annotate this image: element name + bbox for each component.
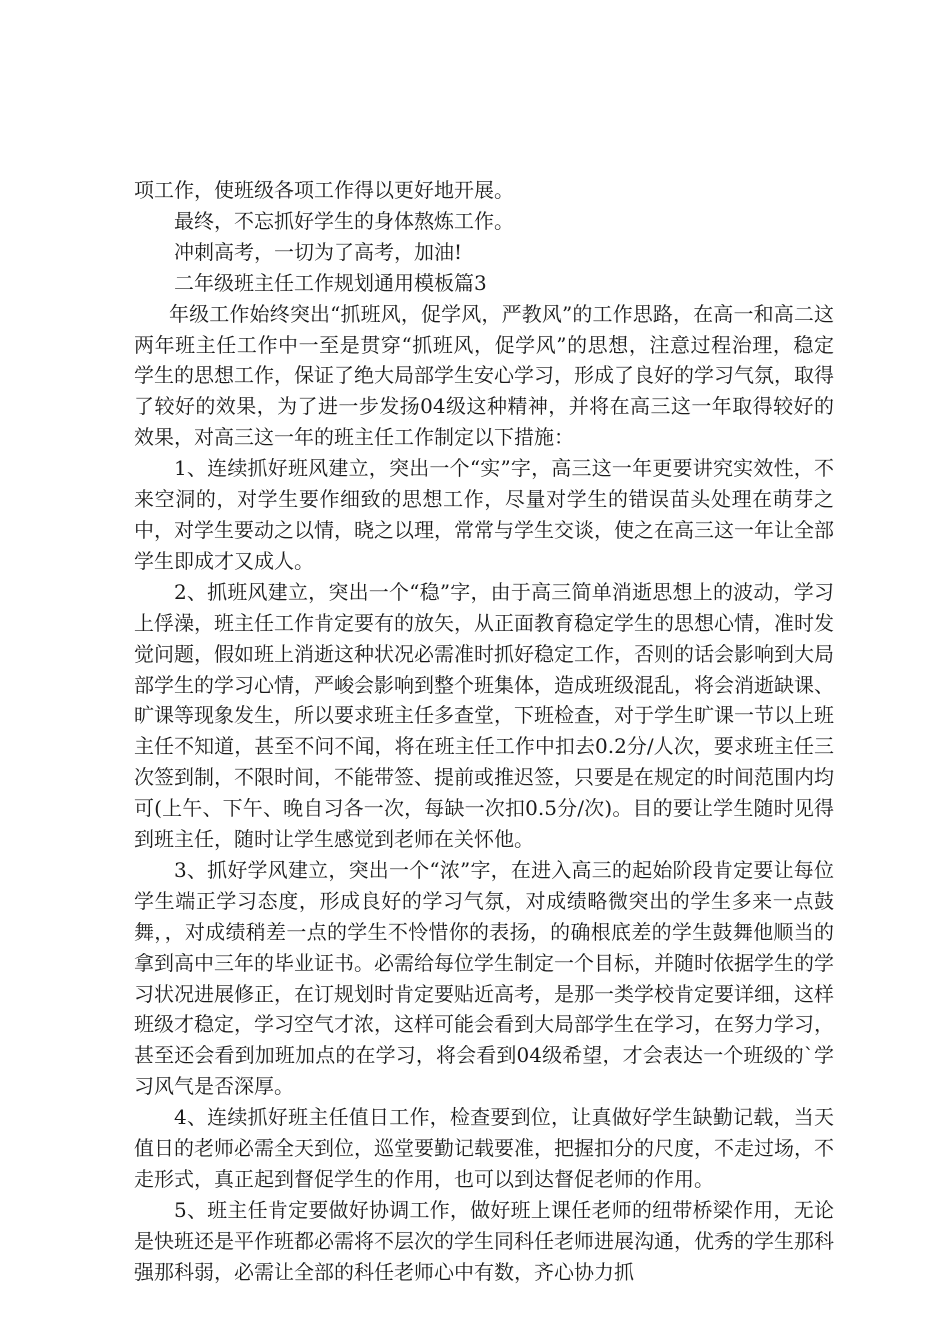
- paragraph-intro: 年级工作始终突出“抓班风，促学风，严教风”的工作思路，在高一和高二这两年班主任工作中一至是贯穿“抓班风，促学风”的思想，注意过程治理，稳定学生的思想工作，保证了绝大局部学生安心学习，形成了良好的学习气氛，取得了较好的效果，为了进一步发扬04级这种精神，并将在高三这一年取得较好的效果，对高三这一年的班主任工作制定以下措施：: [134, 301, 834, 450]
- paragraph-item-2: 2、抓班风建立，突出一个“稳”字，由于高三简单消逝思想上的波动，学习上俘澡，班主任工作肯定要有的放矢，从正面教育稳定学生的思想心情，准时发觉问题，假如班上消逝这种状况必需准时抓好稳定工作，否则的话会影响到大局部学生的学习心情，严峻会影响到整个班集体，造成班级混乱，将会消逝缺课、旷课等现象发生，所以要求班主任多查堂，下班检查，对于学生旷课一节以上班主任不知道，甚至不问不闻，将在班主任工作中扣去0.2分/人次，要求班主任三次签到制，不限时间，不能带签、提前或推迟签，只要是在规定的时间范围内均可(上午、下午、晚自习各一次，每缺一次扣0.5分/次)。目的要让学生随时见得到班主任，随时让学生感觉到老师在关怀他。: [134, 579, 834, 852]
- paragraph-slogan: 冲刺高考，一切为了高考，加油!: [174, 239, 463, 264]
- document-body: [134, 175, 834, 1288]
- paragraph-physical-training: 最终，不忘抓好学生的身体熬炼工作。: [174, 208, 514, 233]
- paragraph-item-5: 5、班主任肯定要做好协调工作，做好班上课任老师的纽带桥梁作用，无论是快班还是平作班都必需将不层次的学生同科任老师进展沟通，优秀的学生那科强那科弱，必需让全部的科任老师心中有数，齐心协力抓: [134, 1197, 834, 1284]
- paragraph-item-1: 1、连续抓好班风建立，突出一个“实”字，高三这一年更要讲究实效性，不来空洞的，对学生要作细致的思想工作，尽量对学生的错误苗头处理在萌芽之中，对学生要动之以情，晓之以理，常常与学生交谈，使之在高三这一年让全部学生即成才又成人。: [134, 456, 834, 573]
- section-heading: 二年级班主任工作规划通用模板篇3: [174, 270, 487, 295]
- paragraph-item-4: 4、连续抓好班主任值日工作，检查要到位，让真做好学生缺勤记载，当天值日的老师必需全天到位，巡堂要勤记载要准，把握扣分的尺度，不走过场，不走形式，真正起到督促学生的作用，也可以到达督促老师的作用。: [134, 1105, 834, 1191]
- paragraph-continuation: 项工作，使班级各项工作得以更好地开展。: [134, 178, 514, 202]
- paragraph-item-3: 3、抓好学风建立，突出一个“浓”字，在进入高三的起始阶段肯定要让每位学生端正学习态度，形成良好的学习气氛，对成绩略微突出的学生多来一点鼓舞，，对成绩稍差一点的学生不怜惜你的表扬，的确根底差的学生鼓舞他顺当的拿到高中三年的毕业证书。必需给每位学生制定一个目标，并随时依据学生的学习状况进展修正，在订规划时肯定要贴近高考，是那一类学校肯定要详细，这样班级才稳定，学习空气才浓，这样可能会看到大局部学生在学习，在努力学习，甚至还会看到加班加点的在学习，将会看到04级希望，才会表达一个班级的`学习风气是否深厚。: [134, 857, 834, 1099]
